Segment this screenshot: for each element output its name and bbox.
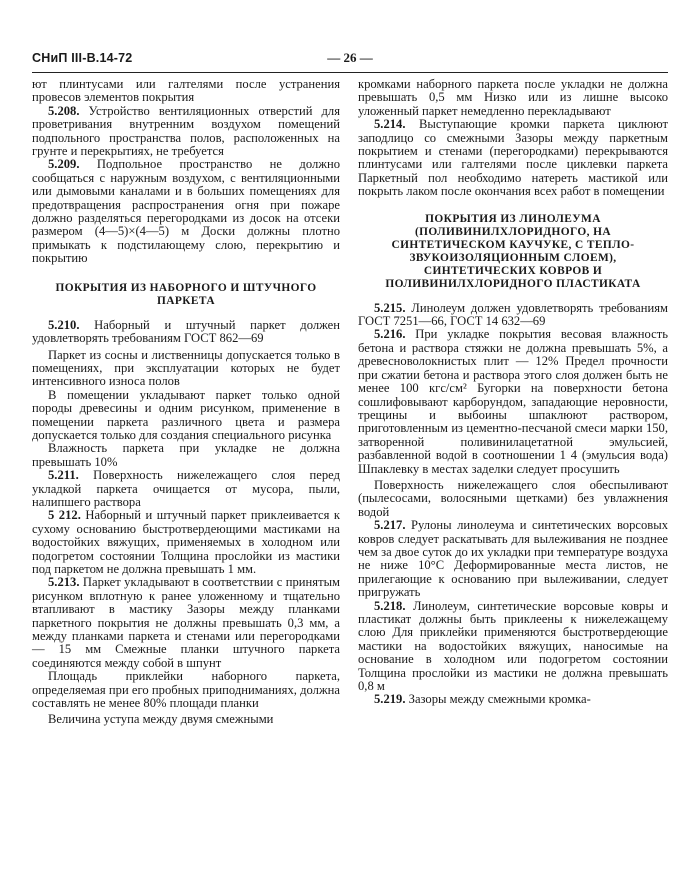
clause-5-208 — [32, 105, 340, 159]
paragraph: Площадь приклейки наборного паркета, определяемая при его пробных приподниманиях, должна составлять не менее 80% площади планки — [32, 669, 340, 711]
section-heading-parquet: ПОКРЫТИЯ ИЗ НАБОРНОГО И ШТУЧНОГО ПАРКЕТА — [55, 281, 317, 307]
paragraph: Паркет из сосны и лиственницы допускается только в помещениях, при эксплуатации которых не будет интенсивного износа полов — [32, 347, 340, 389]
clause-5-209 — [32, 158, 340, 265]
clause-number: 5.211. — [48, 468, 79, 483]
paragraph: Величина уступа между двумя смежными — [48, 712, 274, 727]
left-column — [32, 78, 340, 727]
clause-5-211 — [32, 469, 340, 509]
clause-number: 5.217. — [374, 518, 406, 533]
clause-text: При укладке покрытия весовая влажность бетона и раствора стяжки не должна превышать 5%, а древесноволокнистых плит — 12% Предел прочности при сжатии бетона и раствора этого слоя должен быть не менее 100 кгс/см² Бугорки на поверхности бетона сошлифовывают карборундом, западающие неровности, трещины и выбоины шпаклюют раствором, приготовленным из цементно-песчаной смеси марки 150, затворенной поливинилацетатной эмульсией, разбавленной водой в соотношении 1 4 (эмульсия вода) Шпаклевку в местах заделки следует просушить — [358, 327, 668, 476]
clause-text: Поверхность нижележащего слоя перед укладкой паркета очищается от мусора, пыли, налипшего раствора — [32, 468, 340, 509]
clause-number: 5.215. — [374, 300, 406, 315]
paragraph: кромками наборного паркета после укладки не должна превышать 0,5 мм Низко или из лишне высоко уложенный паркет немедленно перекладывают — [358, 77, 668, 118]
clause-5-216 — [358, 328, 668, 475]
clause-5-210 — [32, 319, 340, 346]
clause-5-219 — [358, 693, 668, 706]
paragraph: ют плинтусами или галтелями после устранения провесов элементов покрытия — [32, 77, 340, 105]
clause-text: Подпольное пространство не должно сообщаться с наружным воздухом, с вентиляционными или дымовыми каналами и в больших помещениях для предотвращения распространения огня при пожаре должно разделяться перегородками из досок на отсеки размером (4—5)×(4—5) м Доски должны плотно примыкать к подстилающему слою, перекрытию и покрытию — [32, 157, 340, 266]
clause-5-214 — [358, 118, 668, 198]
clause-text: Рулоны линолеума и синтетических ворсовых ковров следует раскатывать для вылеживания не позднее чем за двое суток до их укладки при температуре воздуха не ниже 10°С Деформированные места листов, не прилегающие к основанию при вылеживании, следует пригружать — [358, 518, 668, 600]
paragraph: В помещении укладывают паркет только одной породы древесины и одним рисунком, применение в помещении паркета различного цвета и размера допускается только для создания специального рисунка — [32, 387, 340, 442]
clause-number: 5.219. — [374, 692, 406, 707]
clause-5-212 — [32, 509, 340, 576]
clause-number: 5 212. — [48, 508, 81, 523]
clause-number: 5.218. — [374, 598, 406, 613]
section-heading-linoleum: ПОКРЫТИЯ ИЗ ЛИНОЛЕУМА (ПОЛИВИНИЛХЛОРИДНОГО, НА СИНТЕТИЧЕСКОМ КАУЧУКЕ, С ТЕПЛО-ЗВУКОИЗОЛЯЦИОННЫМ СЛОЕМ), СИНТЕТИЧЕСКИХ КОВРОВ И ПОЛИВИНИЛХЛОРИДНОГО ПЛАСТИКАТА — [385, 212, 641, 290]
clause-number: 5.209. — [48, 157, 80, 172]
clause-5-213 — [32, 576, 340, 670]
clause-text: Наборный и штучный паркет должен удовлетворять требованиям ГОСТ 862—69 — [32, 317, 340, 346]
clause-5-217 — [358, 519, 668, 599]
clause-text: Наборный и штучный паркет приклеивается к сухому основанию быстротвердеющими мастиками на водостойких вяжущих, применяемых в холодном или подогретом состоянии Толщина прослойки из мастики под паркетом не должна превышать 1 мм. — [32, 508, 341, 576]
clause-number: 5.210. — [48, 317, 80, 332]
document-page — [32, 50, 668, 870]
clause-text: Линолеум, синтетические ворсовые ковры и пластикат должны быть приклеены к нижележащему слою Для приклейки применяются быстротвердеющие мастики на водостойких вяжущих, наносимые на основание в холодном или подогретом состоянии Толщина прослойки из мастики не должна превышать 0,8 м — [358, 598, 668, 694]
clause-text: Устройство вентиляционных отверстий для проветривания внутренним воздухом помещений подпольного пространства полов, расположенных на грунте и перекрытиях, не требуется — [32, 103, 340, 159]
right-column — [358, 78, 668, 707]
clause-number: 5.213. — [48, 575, 80, 590]
clause-number: 5.216. — [374, 327, 406, 342]
clause-5-215 — [358, 302, 668, 329]
clause-number: 5.214. — [374, 117, 406, 132]
clause-number: 5.208. — [48, 103, 80, 118]
document-code: СНиП III-В.14-72 — [32, 51, 133, 65]
page-number: — 26 — — [327, 50, 373, 65]
clause-text: Выступающие кромки паркета циклюют заподлицо со смежными Зазоры между паркетным покрытием и стенами (перегородками) перекрываются плинтусами или галтелями после циклевки паркета Паркетный пол необходимо натереть мастикой или покрыть лаком после окончания всех работ в помещении — [358, 117, 668, 199]
clause-text: Линолеум должен удовлетворять требованиям ГОСТ 7251—66, ГОСТ 14 632—69 — [358, 300, 668, 329]
clause-5-218 — [358, 600, 668, 694]
paragraph: Поверхность нижележащего слоя обеспыливают (пылесосами, волосяными щетками) без увлажнения водой — [358, 477, 668, 519]
page-header — [32, 50, 668, 73]
paragraph: Влажность паркета при укладке не должна превышать 10% — [32, 441, 340, 469]
clause-text: Паркет укладывают в соответствии с принятым рисунком вплотную к ранее уложенному и тщательно втапливают в мастику Зазоры между планками паркетного покрытия не должны превышать 0,3 мм, а между планками паркета и стенами или перегородками — 15 мм Смежные планки штучного паркета соединяются между собой в шпунт — [32, 575, 340, 670]
clause-text: Зазоры между смежными кромка- — [405, 692, 591, 707]
